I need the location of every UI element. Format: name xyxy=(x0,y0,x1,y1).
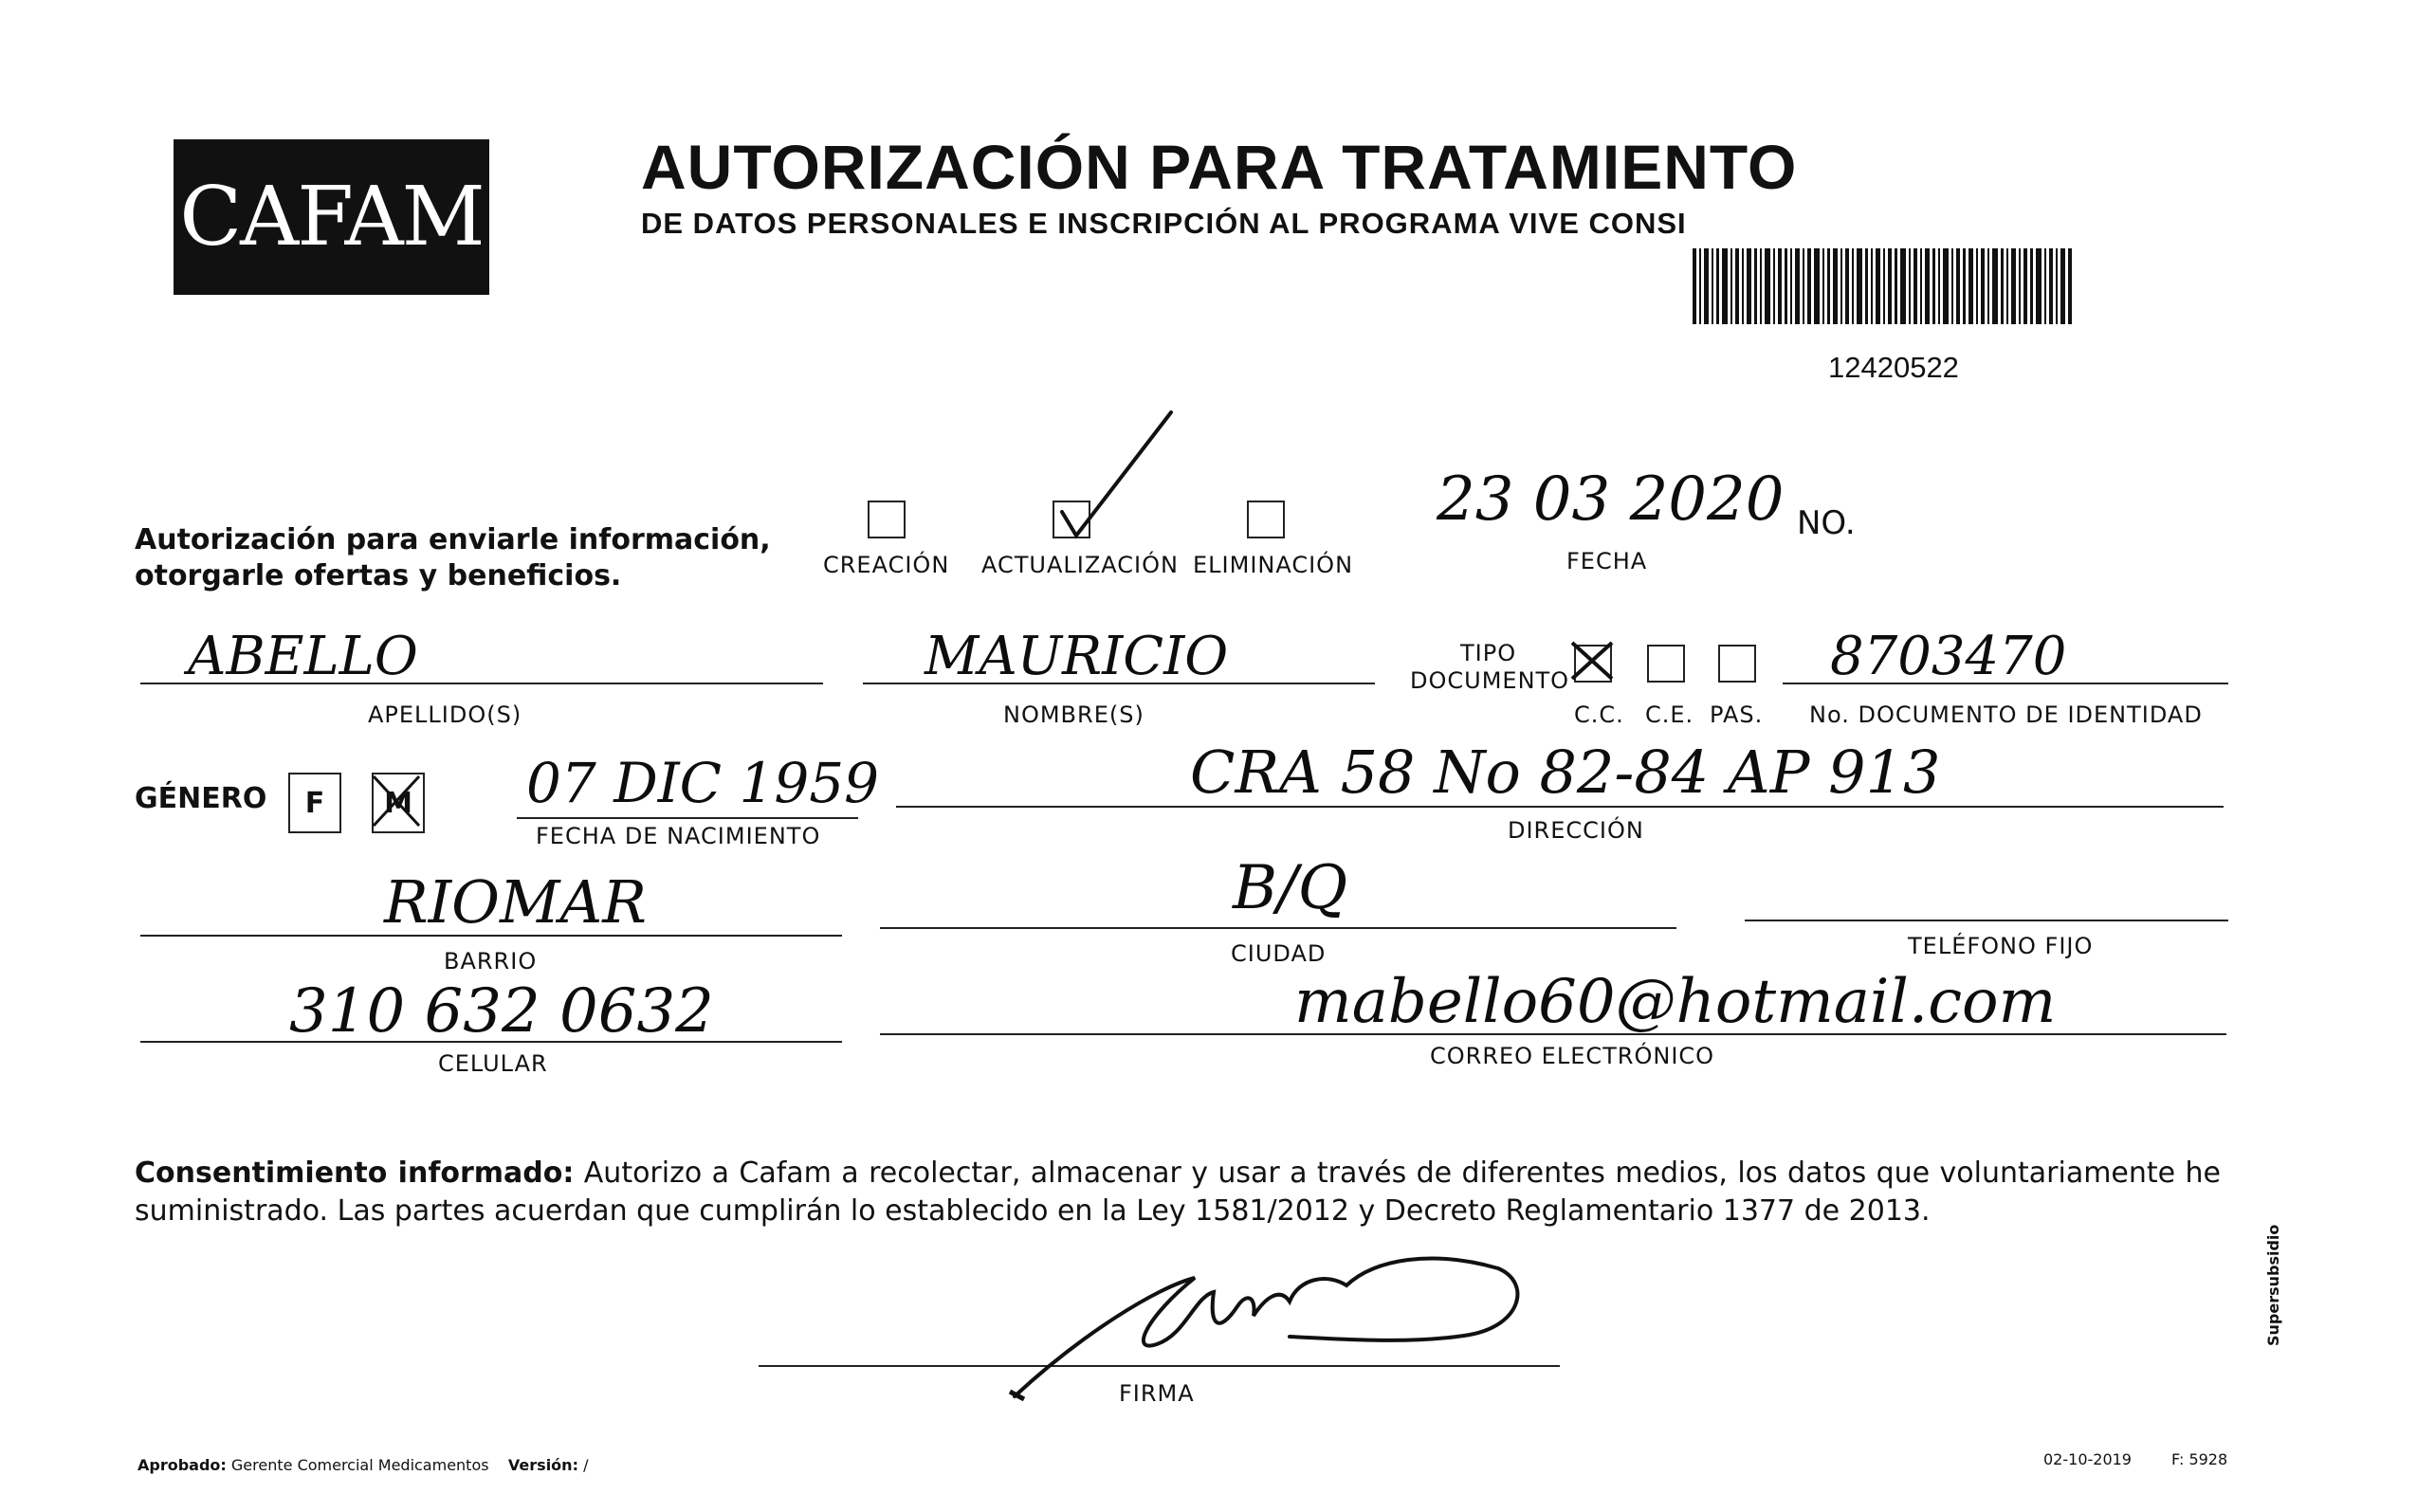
authorization-text-line2: otorgarle ofertas y beneficios. xyxy=(135,559,622,592)
pas-checkbox[interactable] xyxy=(1718,645,1756,683)
eliminacion-label: ELIMINACIÓN xyxy=(1193,552,1354,578)
documento-value[interactable]: 8703470 xyxy=(1830,626,2067,687)
correo-label: CORREO ELECTRÓNICO xyxy=(1430,1043,1715,1069)
correo-value[interactable]: mabello60@hotmail.com xyxy=(1294,967,2057,1037)
consent-text: Autorizo a Cafam a recolectar, almacenar y usar a través de diferentes medios, los datos que voluntariamente he suministrado. Las partes acuerdan que cumplirán lo establecido en la Ley 1581/2012 y Decreto Reglamentario 1377 de 2013. xyxy=(135,1157,2221,1228)
genero-label: GÉNERO xyxy=(135,782,267,815)
nombre-value[interactable]: MAURICIO xyxy=(925,626,1229,687)
consent-paragraph xyxy=(135,1155,2221,1230)
eliminacion-checkbox[interactable] xyxy=(1247,501,1285,538)
actualizacion-label: ACTUALIZACIÓN xyxy=(981,552,1179,578)
firma-label: FIRMA xyxy=(1119,1380,1195,1407)
authorization-text-line1: Autorización para enviarle información, xyxy=(135,523,771,556)
documento-numero-label: No. DOCUMENTO DE IDENTIDAD xyxy=(1809,701,2203,728)
cc-label: C.C. xyxy=(1574,701,1624,728)
no-label: NO. xyxy=(1797,504,1856,542)
apellido-label: APELLIDO(S) xyxy=(368,701,522,728)
creacion-label: CREACIÓN xyxy=(823,552,950,578)
consent-heading: Consentimiento informado: xyxy=(135,1157,575,1190)
nacimiento-value[interactable]: 07 DIC 1959 xyxy=(526,751,880,815)
nacimiento-label: FECHA DE NACIMIENTO xyxy=(536,823,821,849)
ce-checkbox[interactable] xyxy=(1647,645,1685,683)
aprobado-line xyxy=(137,1456,588,1474)
documento-label: DOCUMENTO xyxy=(1410,667,1570,694)
genero-f-checkbox[interactable]: F xyxy=(288,773,341,833)
nombre-label: NOMBRE(S) xyxy=(1003,701,1144,728)
barcode-number: 12420522 xyxy=(1828,351,1959,384)
cafam-logo: CAFAM xyxy=(174,139,489,295)
cc-x-mark xyxy=(1566,637,1620,686)
date-code: 02-10-2019 xyxy=(2043,1450,2132,1468)
signature-image xyxy=(1005,1249,1536,1401)
version-label: Versión: xyxy=(507,1456,578,1474)
apellido-value[interactable]: ABELLO xyxy=(188,626,418,687)
barrio-label: BARRIO xyxy=(444,948,538,975)
genero-m-checkbox[interactable]: M xyxy=(372,773,425,833)
ciudad-label: CIUDAD xyxy=(1231,940,1327,967)
form-code: F: 5928 xyxy=(2171,1450,2228,1468)
genero-m-x-mark xyxy=(368,769,425,833)
barcode xyxy=(1693,248,2072,324)
nacimiento-line xyxy=(517,817,858,819)
supersubsidio-side-text: Supersubsidio xyxy=(2264,1224,2282,1346)
fecha-label: FECHA xyxy=(1566,548,1648,574)
ciudad-value[interactable]: B/Q xyxy=(1233,853,1348,923)
pas-label: PAS. xyxy=(1710,701,1764,728)
actualizacion-checkmark xyxy=(1043,403,1185,545)
version-value: / xyxy=(583,1456,589,1474)
fecha-value[interactable]: 23 03 2020 xyxy=(1437,465,1785,535)
form-subtitle: DE DATOS PERSONALES E INSCRIPCIÓN AL PROGRAMA VIVE CONSI xyxy=(641,207,1687,240)
aprobado-label: Aprobado: xyxy=(137,1456,227,1474)
tipo-label: TIPO xyxy=(1460,640,1517,666)
direccion-value[interactable]: CRA 58 No 82-84 AP 913 xyxy=(1190,738,1941,807)
celular-value[interactable]: 310 632 0632 xyxy=(289,976,714,1047)
aprobado-value: Gerente Comercial Medicamentos xyxy=(230,1456,489,1474)
barrio-value[interactable]: RIOMAR xyxy=(384,867,647,937)
ce-label: C.E. xyxy=(1645,701,1694,728)
telefono-label: TELÉFONO FIJO xyxy=(1908,933,2094,959)
celular-label: CELULAR xyxy=(438,1050,548,1077)
direccion-label: DIRECCIÓN xyxy=(1508,817,1644,844)
ciudad-line xyxy=(880,927,1676,929)
telefono-line xyxy=(1745,920,2228,921)
form-title: AUTORIZACIÓN PARA TRATAMIENTO xyxy=(641,132,1798,202)
creacion-checkbox[interactable] xyxy=(868,501,906,538)
